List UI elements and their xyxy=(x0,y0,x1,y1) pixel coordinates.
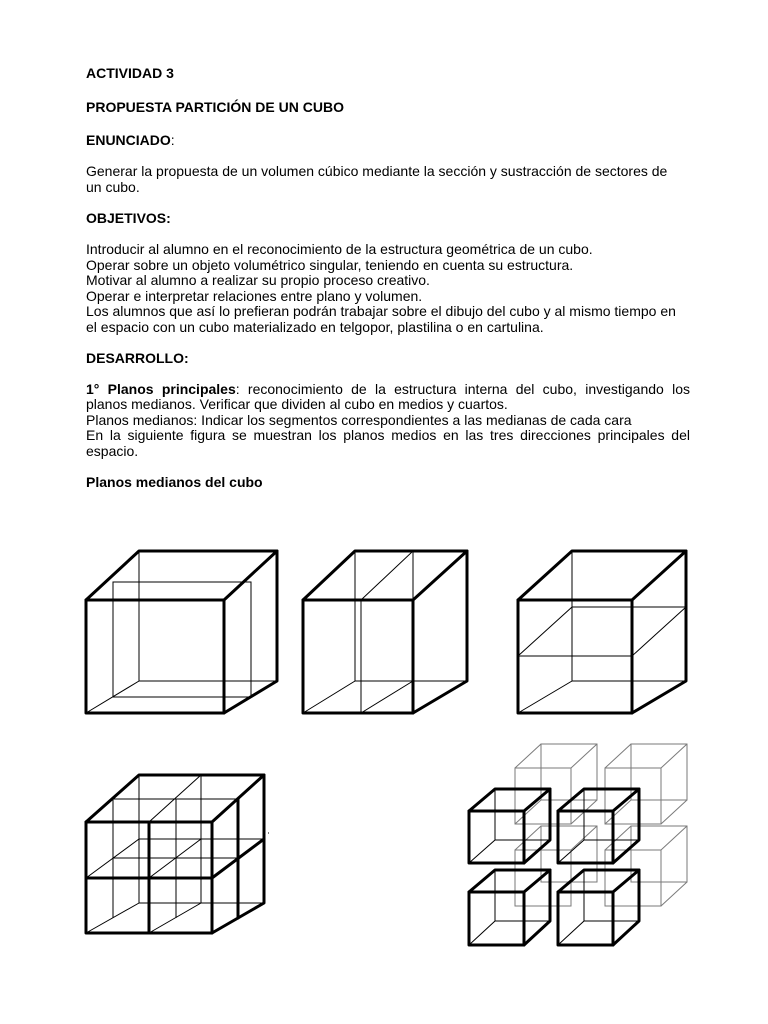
step-label: 1° Planos principales xyxy=(86,381,236,397)
objetivos-line-1: Introducir al alumno en el reconocimiento de la estructura geométrica de un cubo. xyxy=(86,241,593,257)
objetivos-line-4: Operar e interpretar relaciones entre plano y volumen. xyxy=(86,288,423,304)
desarrollo-line-4: En la siguiente figura se muestran los planos medios en las tres direcciones principales del xyxy=(86,427,690,443)
desarrollo-line-3: Planos medianos: Indicar los segmentos correspondientes a las medianas de cada cara xyxy=(86,412,632,428)
objetivos-line-5: Los alumnos que así lo prefieran podrán trabajar sobre el dibujo del cubo y al mismo tiempo en xyxy=(86,303,676,319)
objetivos-line-3: Motivar al alumno a realizar su propio proceso creativo. xyxy=(86,272,430,288)
objetivos-heading: OBJETIVOS: xyxy=(86,210,171,226)
objetivos-line-6: el espacio con un cubo materializado en telgopor, plastilina o en cartulina. xyxy=(86,319,544,335)
desarrollo-heading: DESARROLLO: xyxy=(86,350,189,366)
back-cube-top-right xyxy=(605,744,687,824)
desarrollo-line-2: planos medianos. Verificar que dividen al cubo en medios y cuartos. xyxy=(86,396,508,412)
front-cube-top-left xyxy=(469,789,550,863)
enunciado-line-2: un cubo. xyxy=(86,179,140,195)
enunciado-line-1: Generar la propuesta de un volumen cúbico mediante la sección y sustracción de sectores de xyxy=(86,163,668,179)
objetivos-line-2: Operar sobre un objeto volumétrico singular, teniendo en cuenta su estructura. xyxy=(86,257,574,273)
back-cube-bottom-left xyxy=(515,826,597,906)
desarrollo-line-5: espacio. xyxy=(86,443,139,459)
figure-caption: Planos medianos del cubo xyxy=(86,474,263,490)
step-text: : reconocimiento de la estructura interna del cubo, investigando los xyxy=(235,381,690,397)
cube-median-plane-horizontal xyxy=(518,551,686,713)
cube-median-plane-frontal xyxy=(86,551,277,713)
front-cube-bottom-left xyxy=(469,870,550,945)
cube-median-plane-vertical xyxy=(303,551,467,713)
back-cube-bottom-right xyxy=(605,826,687,906)
enunciado-heading: ENUNCIADO xyxy=(86,132,171,148)
activity-subtitle: PROPUESTA PARTICIÓN DE UN CUBO xyxy=(86,99,344,115)
front-cube-bottom-right xyxy=(558,870,639,945)
cube-all-median-planes xyxy=(86,775,269,933)
cube-exploded-eighths xyxy=(469,744,687,945)
enunciado-colon: : xyxy=(170,132,175,148)
activity-title: ACTIVIDAD 3 xyxy=(86,65,174,81)
